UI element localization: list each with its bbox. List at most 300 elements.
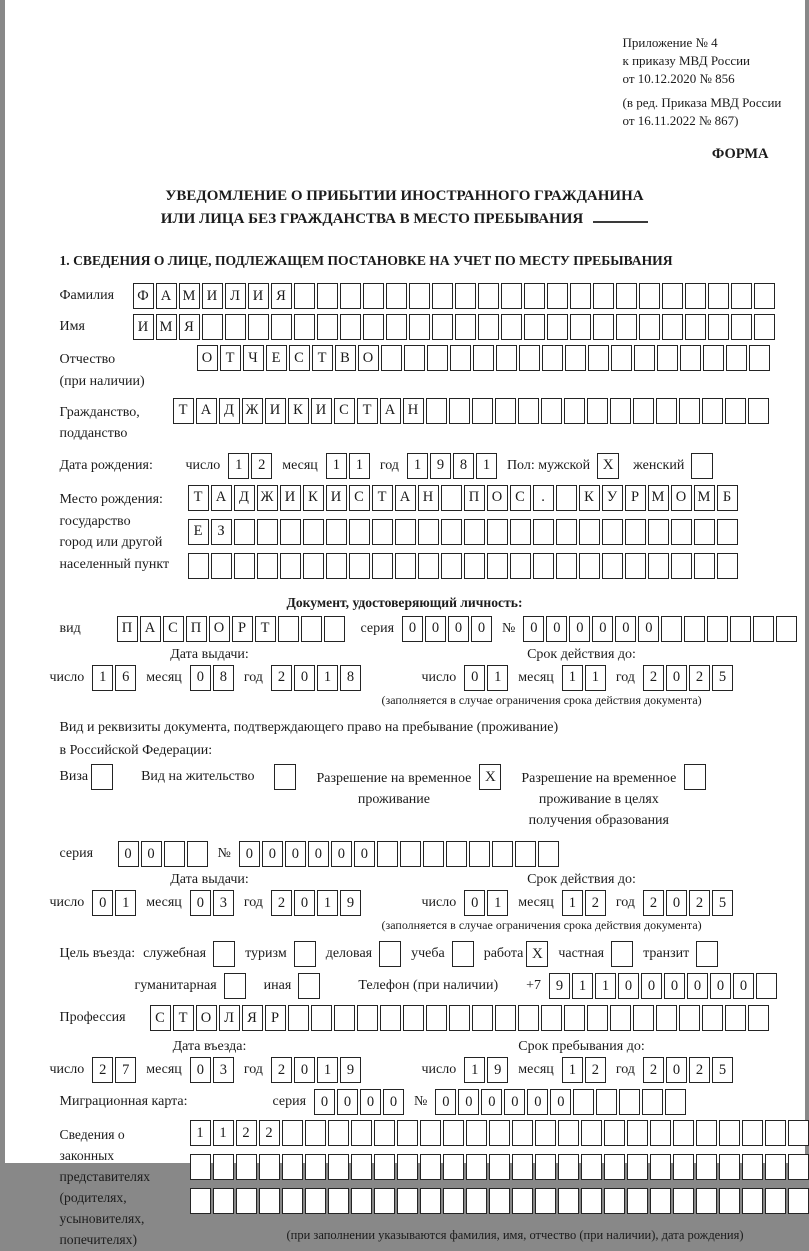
char-cell[interactable]	[305, 1154, 326, 1180]
char-cell[interactable]	[386, 314, 407, 340]
char-cell[interactable]	[282, 1154, 303, 1180]
char-cell[interactable]	[395, 519, 416, 545]
char-cell[interactable]	[579, 519, 600, 545]
char-cell[interactable]	[188, 553, 209, 579]
char-cell[interactable]	[501, 283, 522, 309]
char-cell[interactable]: Н	[418, 485, 439, 511]
char-cell[interactable]	[443, 1120, 464, 1146]
char-cell[interactable]: 1	[464, 1057, 485, 1083]
sex-female-checkbox[interactable]	[691, 453, 713, 479]
char-cell[interactable]: 1	[595, 973, 616, 999]
char-cell[interactable]	[519, 345, 540, 371]
char-cell[interactable]: Ж	[257, 485, 278, 511]
char-cell[interactable]: 0	[664, 973, 685, 999]
char-cell[interactable]	[324, 616, 345, 642]
char-cell[interactable]: 0	[523, 616, 544, 642]
char-cell[interactable]	[725, 398, 746, 424]
char-cell[interactable]	[719, 1154, 740, 1180]
char-cell[interactable]: С	[163, 616, 184, 642]
char-cell[interactable]	[328, 1154, 349, 1180]
char-cell[interactable]	[754, 283, 775, 309]
char-cell[interactable]: П	[117, 616, 138, 642]
char-cell[interactable]: Д	[219, 398, 240, 424]
char-cell[interactable]	[441, 485, 462, 511]
char-cell[interactable]	[610, 398, 631, 424]
char-cell[interactable]	[533, 519, 554, 545]
char-cell[interactable]: 0	[383, 1089, 404, 1115]
purpose-checkbox-gumanitarnaya[interactable]	[224, 973, 246, 999]
char-cell[interactable]: 9	[430, 453, 451, 479]
char-cell[interactable]: К	[303, 485, 324, 511]
char-cell[interactable]	[403, 1005, 424, 1031]
char-cell[interactable]	[627, 1120, 648, 1146]
char-cell[interactable]	[257, 519, 278, 545]
char-cell[interactable]	[535, 1188, 556, 1214]
char-cell[interactable]	[587, 1005, 608, 1031]
char-cell[interactable]	[570, 314, 591, 340]
char-cell[interactable]: 0	[481, 1089, 502, 1115]
char-cell[interactable]	[756, 973, 777, 999]
char-cell[interactable]	[512, 1154, 533, 1180]
char-cell[interactable]	[213, 1188, 234, 1214]
char-cell[interactable]	[357, 1005, 378, 1031]
char-cell[interactable]	[788, 1120, 809, 1146]
char-cell[interactable]	[349, 553, 370, 579]
char-cell[interactable]: 1	[115, 890, 136, 916]
char-cell[interactable]: Ж	[242, 398, 263, 424]
char-cell[interactable]	[725, 1005, 746, 1031]
char-cell[interactable]: 2	[689, 665, 710, 691]
char-cell[interactable]	[533, 553, 554, 579]
char-cell[interactable]	[495, 398, 516, 424]
char-cell[interactable]: 8	[453, 453, 474, 479]
char-cell[interactable]: 2	[643, 1057, 664, 1083]
char-cell[interactable]	[662, 314, 683, 340]
char-cell[interactable]	[581, 1120, 602, 1146]
char-cell[interactable]	[717, 519, 738, 545]
char-cell[interactable]	[317, 283, 338, 309]
char-cell[interactable]: 0	[190, 665, 211, 691]
char-cell[interactable]: К	[579, 485, 600, 511]
char-cell[interactable]	[671, 519, 692, 545]
char-cell[interactable]: 8	[213, 665, 234, 691]
char-cell[interactable]	[418, 519, 439, 545]
char-cell[interactable]	[639, 283, 660, 309]
char-cell[interactable]: 1	[476, 453, 497, 479]
char-cell[interactable]: Т	[255, 616, 276, 642]
char-cell[interactable]	[730, 616, 751, 642]
char-cell[interactable]: 0	[569, 616, 590, 642]
char-cell[interactable]	[604, 1154, 625, 1180]
char-cell[interactable]	[294, 314, 315, 340]
char-cell[interactable]	[619, 1089, 640, 1115]
char-cell[interactable]	[680, 345, 701, 371]
char-cell[interactable]	[581, 1154, 602, 1180]
char-cell[interactable]	[259, 1188, 280, 1214]
char-cell[interactable]: Т	[173, 1005, 194, 1031]
char-cell[interactable]: 1	[317, 890, 338, 916]
char-cell[interactable]: И	[133, 314, 154, 340]
char-cell[interactable]	[558, 1188, 579, 1214]
char-cell[interactable]: 2	[236, 1120, 257, 1146]
char-cell[interactable]	[340, 314, 361, 340]
char-cell[interactable]	[450, 345, 471, 371]
char-cell[interactable]	[581, 1188, 602, 1214]
char-cell[interactable]: 0	[402, 616, 423, 642]
char-cell[interactable]	[303, 519, 324, 545]
char-cell[interactable]	[565, 345, 586, 371]
char-cell[interactable]: Я	[271, 283, 292, 309]
char-cell[interactable]	[765, 1154, 786, 1180]
char-cell[interactable]	[472, 398, 493, 424]
char-cell[interactable]: Р	[232, 616, 253, 642]
char-cell[interactable]	[420, 1120, 441, 1146]
char-cell[interactable]	[363, 283, 384, 309]
char-cell[interactable]	[487, 519, 508, 545]
char-cell[interactable]	[696, 1154, 717, 1180]
char-cell[interactable]: 0	[118, 841, 139, 867]
char-cell[interactable]	[328, 1120, 349, 1146]
char-cell[interactable]	[717, 553, 738, 579]
char-cell[interactable]	[305, 1188, 326, 1214]
char-cell[interactable]	[702, 1005, 723, 1031]
char-cell[interactable]	[164, 841, 185, 867]
char-cell[interactable]: 0	[687, 973, 708, 999]
char-cell[interactable]	[538, 841, 559, 867]
char-cell[interactable]	[386, 283, 407, 309]
char-cell[interactable]	[455, 283, 476, 309]
char-cell[interactable]	[639, 314, 660, 340]
char-cell[interactable]	[679, 398, 700, 424]
char-cell[interactable]	[351, 1154, 372, 1180]
char-cell[interactable]: И	[248, 283, 269, 309]
char-cell[interactable]	[278, 616, 299, 642]
char-cell[interactable]: С	[510, 485, 531, 511]
char-cell[interactable]: 0	[294, 1057, 315, 1083]
char-cell[interactable]	[673, 1154, 694, 1180]
char-cell[interactable]	[372, 519, 393, 545]
char-cell[interactable]: 0	[638, 616, 659, 642]
char-cell[interactable]	[301, 616, 322, 642]
char-cell[interactable]: 1	[585, 665, 606, 691]
char-cell[interactable]: И	[311, 398, 332, 424]
char-cell[interactable]	[685, 283, 706, 309]
char-cell[interactable]	[397, 1188, 418, 1214]
char-cell[interactable]	[611, 345, 632, 371]
char-cell[interactable]: 0	[666, 1057, 687, 1083]
char-cell[interactable]: А	[395, 485, 416, 511]
char-cell[interactable]	[441, 519, 462, 545]
char-cell[interactable]	[374, 1120, 395, 1146]
char-cell[interactable]	[685, 314, 706, 340]
char-cell[interactable]: 1	[326, 453, 347, 479]
char-cell[interactable]	[573, 1089, 594, 1115]
char-cell[interactable]	[588, 345, 609, 371]
char-cell[interactable]: К	[288, 398, 309, 424]
char-cell[interactable]: 1	[92, 665, 113, 691]
char-cell[interactable]	[515, 841, 536, 867]
char-cell[interactable]: 0	[666, 665, 687, 691]
char-cell[interactable]: 0	[448, 616, 469, 642]
char-cell[interactable]: В	[335, 345, 356, 371]
char-cell[interactable]	[510, 519, 531, 545]
char-cell[interactable]	[326, 553, 347, 579]
char-cell[interactable]	[351, 1120, 372, 1146]
char-cell[interactable]: С	[289, 345, 310, 371]
char-cell[interactable]	[556, 519, 577, 545]
purpose-checkbox-tranzit[interactable]	[696, 941, 718, 967]
char-cell[interactable]	[570, 283, 591, 309]
char-cell[interactable]	[702, 398, 723, 424]
char-cell[interactable]	[556, 485, 577, 511]
char-cell[interactable]	[280, 519, 301, 545]
char-cell[interactable]	[541, 1005, 562, 1031]
char-cell[interactable]	[719, 1120, 740, 1146]
char-cell[interactable]	[234, 553, 255, 579]
char-cell[interactable]	[280, 553, 301, 579]
char-cell[interactable]	[627, 1188, 648, 1214]
char-cell[interactable]	[726, 345, 747, 371]
char-cell[interactable]	[443, 1188, 464, 1214]
char-cell[interactable]: 0	[504, 1089, 525, 1115]
char-cell[interactable]: 0	[285, 841, 306, 867]
char-cell[interactable]	[541, 398, 562, 424]
char-cell[interactable]: 0	[314, 1089, 335, 1115]
char-cell[interactable]	[731, 314, 752, 340]
char-cell[interactable]: С	[349, 485, 370, 511]
temp-residence-edu-checkbox[interactable]	[684, 764, 706, 790]
char-cell[interactable]: 1	[407, 453, 428, 479]
char-cell[interactable]	[731, 283, 752, 309]
char-cell[interactable]: Н	[403, 398, 424, 424]
char-cell[interactable]: 1	[228, 453, 249, 479]
char-cell[interactable]	[564, 398, 585, 424]
char-cell[interactable]: 9	[549, 973, 570, 999]
char-cell[interactable]	[742, 1120, 763, 1146]
char-cell[interactable]	[694, 553, 715, 579]
char-cell[interactable]: 1	[349, 453, 370, 479]
char-cell[interactable]	[671, 553, 692, 579]
char-cell[interactable]: 1	[190, 1120, 211, 1146]
char-cell[interactable]	[748, 398, 769, 424]
char-cell[interactable]	[512, 1188, 533, 1214]
char-cell[interactable]: 0	[92, 890, 113, 916]
char-cell[interactable]	[648, 519, 669, 545]
char-cell[interactable]	[466, 1120, 487, 1146]
char-cell[interactable]	[420, 1188, 441, 1214]
char-cell[interactable]	[587, 398, 608, 424]
char-cell[interactable]: 2	[643, 890, 664, 916]
char-cell[interactable]: 0	[141, 841, 162, 867]
char-cell[interactable]	[665, 1089, 686, 1115]
char-cell[interactable]	[213, 1154, 234, 1180]
char-cell[interactable]	[427, 345, 448, 371]
char-cell[interactable]	[616, 283, 637, 309]
char-cell[interactable]: 1	[572, 973, 593, 999]
char-cell[interactable]	[478, 314, 499, 340]
char-cell[interactable]	[473, 345, 494, 371]
char-cell[interactable]: 0	[666, 890, 687, 916]
char-cell[interactable]: Л	[219, 1005, 240, 1031]
char-cell[interactable]: 1	[317, 665, 338, 691]
char-cell[interactable]	[271, 314, 292, 340]
char-cell[interactable]	[547, 314, 568, 340]
char-cell[interactable]	[556, 553, 577, 579]
char-cell[interactable]	[610, 1005, 631, 1031]
char-cell[interactable]: С	[334, 398, 355, 424]
char-cell[interactable]	[627, 1154, 648, 1180]
char-cell[interactable]	[754, 314, 775, 340]
char-cell[interactable]: 1	[562, 665, 583, 691]
char-cell[interactable]	[400, 841, 421, 867]
char-cell[interactable]	[432, 283, 453, 309]
char-cell[interactable]: 1	[487, 890, 508, 916]
char-cell[interactable]	[650, 1120, 671, 1146]
char-cell[interactable]	[236, 1188, 257, 1214]
char-cell[interactable]	[340, 283, 361, 309]
residence-permit-checkbox[interactable]	[274, 764, 296, 790]
char-cell[interactable]	[656, 398, 677, 424]
char-cell[interactable]: 0	[262, 841, 283, 867]
char-cell[interactable]: 2	[251, 453, 272, 479]
char-cell[interactable]	[765, 1188, 786, 1214]
char-cell[interactable]	[404, 345, 425, 371]
purpose-checkbox-rabota[interactable]: X	[526, 941, 548, 967]
char-cell[interactable]	[707, 616, 728, 642]
char-cell[interactable]: А	[211, 485, 232, 511]
char-cell[interactable]	[604, 1188, 625, 1214]
char-cell[interactable]	[596, 1089, 617, 1115]
char-cell[interactable]	[518, 398, 539, 424]
char-cell[interactable]: 0	[190, 1057, 211, 1083]
purpose-checkbox-inaya[interactable]	[298, 973, 320, 999]
char-cell[interactable]: А	[140, 616, 161, 642]
char-cell[interactable]	[602, 519, 623, 545]
char-cell[interactable]	[305, 1120, 326, 1146]
char-cell[interactable]	[656, 1005, 677, 1031]
char-cell[interactable]	[742, 1188, 763, 1214]
char-cell[interactable]: 0	[354, 841, 375, 867]
char-cell[interactable]	[703, 345, 724, 371]
char-cell[interactable]: 0	[592, 616, 613, 642]
char-cell[interactable]	[326, 519, 347, 545]
char-cell[interactable]	[788, 1188, 809, 1214]
char-cell[interactable]: 2	[585, 1057, 606, 1083]
char-cell[interactable]: 2	[271, 1057, 292, 1083]
char-cell[interactable]	[328, 1188, 349, 1214]
char-cell[interactable]	[257, 553, 278, 579]
char-cell[interactable]	[372, 553, 393, 579]
char-cell[interactable]: 5	[712, 890, 733, 916]
char-cell[interactable]: П	[186, 616, 207, 642]
char-cell[interactable]	[211, 553, 232, 579]
char-cell[interactable]	[464, 553, 485, 579]
char-cell[interactable]	[558, 1154, 579, 1180]
char-cell[interactable]	[719, 1188, 740, 1214]
char-cell[interactable]: 9	[340, 1057, 361, 1083]
char-cell[interactable]	[535, 1154, 556, 1180]
char-cell[interactable]	[248, 314, 269, 340]
char-cell[interactable]: 2	[92, 1057, 113, 1083]
char-cell[interactable]: 3	[213, 1057, 234, 1083]
char-cell[interactable]	[501, 314, 522, 340]
char-cell[interactable]	[748, 1005, 769, 1031]
char-cell[interactable]	[558, 1120, 579, 1146]
char-cell[interactable]	[380, 1005, 401, 1031]
char-cell[interactable]: .	[533, 485, 554, 511]
char-cell[interactable]: 0	[550, 1089, 571, 1115]
char-cell[interactable]: 8	[340, 665, 361, 691]
char-cell[interactable]: О	[358, 345, 379, 371]
char-cell[interactable]: А	[196, 398, 217, 424]
char-cell[interactable]: 1	[317, 1057, 338, 1083]
purpose-checkbox-sluzhebnaya[interactable]	[213, 941, 235, 967]
char-cell[interactable]: Е	[266, 345, 287, 371]
char-cell[interactable]: Ф	[133, 283, 154, 309]
char-cell[interactable]: О	[196, 1005, 217, 1031]
char-cell[interactable]	[409, 283, 430, 309]
char-cell[interactable]	[487, 553, 508, 579]
char-cell[interactable]: М	[694, 485, 715, 511]
char-cell[interactable]	[625, 519, 646, 545]
char-cell[interactable]	[634, 345, 655, 371]
char-cell[interactable]	[496, 345, 517, 371]
sex-male-checkbox[interactable]: X	[597, 453, 619, 479]
char-cell[interactable]: З	[211, 519, 232, 545]
char-cell[interactable]	[657, 345, 678, 371]
char-cell[interactable]	[593, 314, 614, 340]
char-cell[interactable]	[765, 1120, 786, 1146]
char-cell[interactable]: 0	[546, 616, 567, 642]
char-cell[interactable]	[190, 1154, 211, 1180]
char-cell[interactable]	[446, 841, 467, 867]
char-cell[interactable]	[303, 553, 324, 579]
char-cell[interactable]: 0	[527, 1089, 548, 1115]
char-cell[interactable]: 0	[294, 890, 315, 916]
char-cell[interactable]	[662, 283, 683, 309]
char-cell[interactable]: 0	[308, 841, 329, 867]
char-cell[interactable]: М	[156, 314, 177, 340]
char-cell[interactable]	[742, 1154, 763, 1180]
char-cell[interactable]	[512, 1120, 533, 1146]
char-cell[interactable]: У	[602, 485, 623, 511]
char-cell[interactable]	[282, 1188, 303, 1214]
char-cell[interactable]	[648, 553, 669, 579]
char-cell[interactable]	[202, 314, 223, 340]
char-cell[interactable]	[294, 283, 315, 309]
char-cell[interactable]: 0	[471, 616, 492, 642]
char-cell[interactable]	[650, 1154, 671, 1180]
char-cell[interactable]: Т	[188, 485, 209, 511]
char-cell[interactable]	[363, 314, 384, 340]
visa-checkbox[interactable]	[91, 764, 113, 790]
char-cell[interactable]: И	[265, 398, 286, 424]
char-cell[interactable]: 9	[487, 1057, 508, 1083]
char-cell[interactable]: И	[280, 485, 301, 511]
char-cell[interactable]	[432, 314, 453, 340]
char-cell[interactable]	[236, 1154, 257, 1180]
char-cell[interactable]	[449, 398, 470, 424]
char-cell[interactable]: 2	[643, 665, 664, 691]
char-cell[interactable]	[604, 1120, 625, 1146]
char-cell[interactable]	[489, 1120, 510, 1146]
char-cell[interactable]	[374, 1188, 395, 1214]
char-cell[interactable]	[374, 1154, 395, 1180]
char-cell[interactable]: П	[464, 485, 485, 511]
char-cell[interactable]	[524, 314, 545, 340]
char-cell[interactable]	[443, 1154, 464, 1180]
char-cell[interactable]: 1	[213, 1120, 234, 1146]
